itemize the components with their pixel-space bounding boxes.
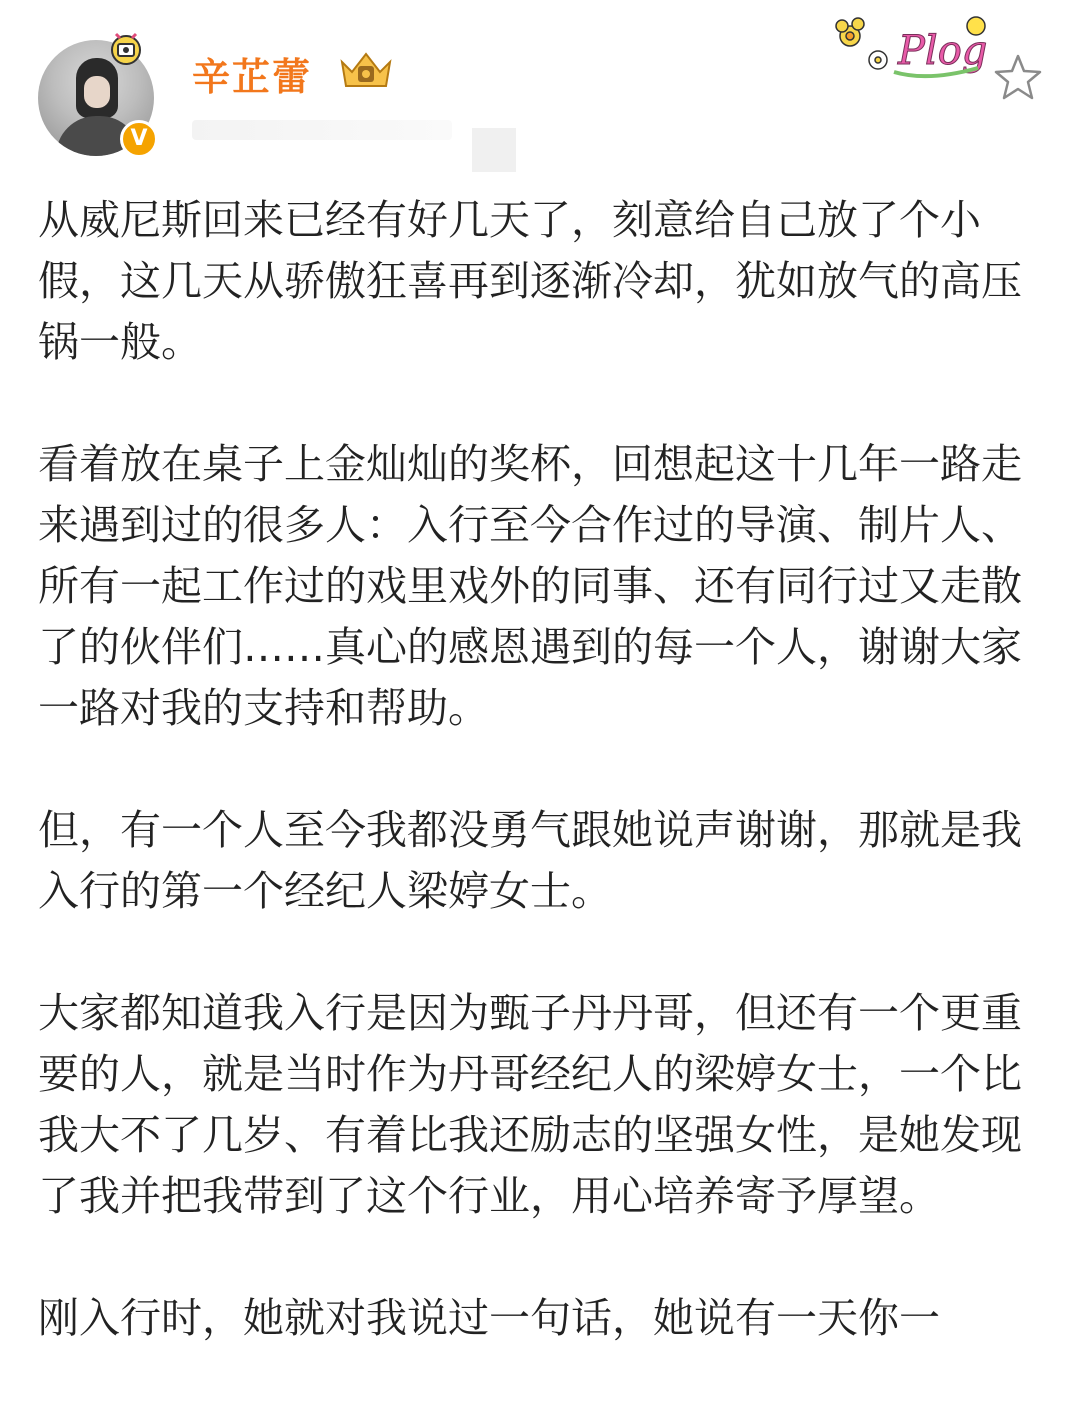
paragraph: 看着放在桌子上金灿灿的奖杯，回想起这十几年一路走来遇到过的很多人：入行至今合作过的导演、制片人、所有一起工作过的戏里戏外的同事、还有同行过又走散了的伙伴们……真心的感恩遇到的每一个人，谢谢大家一路对我的支持和帮助。 (38, 440, 1022, 732)
author-name[interactable]: 辛芷蕾 (192, 55, 313, 99)
plog-sticker-icon (828, 6, 998, 86)
paragraph: 刚入行时，她就对我说过一句话，她说有一天你一 (38, 1294, 940, 1342)
svg-text:Plog: Plog (898, 28, 988, 74)
post-meta (192, 120, 452, 140)
paragraph: 但，有一个人至今我都没勇气跟她说声谢谢，那就是我入行的第一个经纪人梁婷女士。 (38, 806, 1022, 915)
sticker-icon (106, 28, 146, 68)
verified-icon: V (120, 120, 158, 158)
paragraph: 从威尼斯回来已经有好几天了，刻意给自己放了个小假，这几天从骄傲狂喜再到逐渐冷却，犹如放气的高压锅一般。 (38, 196, 1022, 366)
avatar-container[interactable] (38, 40, 158, 160)
crown-badge-icon (336, 48, 396, 94)
star-icon[interactable] (992, 52, 1044, 104)
paragraph: 大家都知道我入行是因为甄子丹丹哥，但还有一个更重要的人，就是当时作为丹哥经纪人的梁婷女士，一个比我大不了几岁、有着比我还励志的坚强女性，是她发现了我并把我带到了这个行业，用心培养寄予厚望。 (38, 989, 1022, 1220)
post-header (0, 0, 1080, 170)
post-body (38, 190, 1038, 1410)
meta-image-placeholder (472, 128, 516, 172)
